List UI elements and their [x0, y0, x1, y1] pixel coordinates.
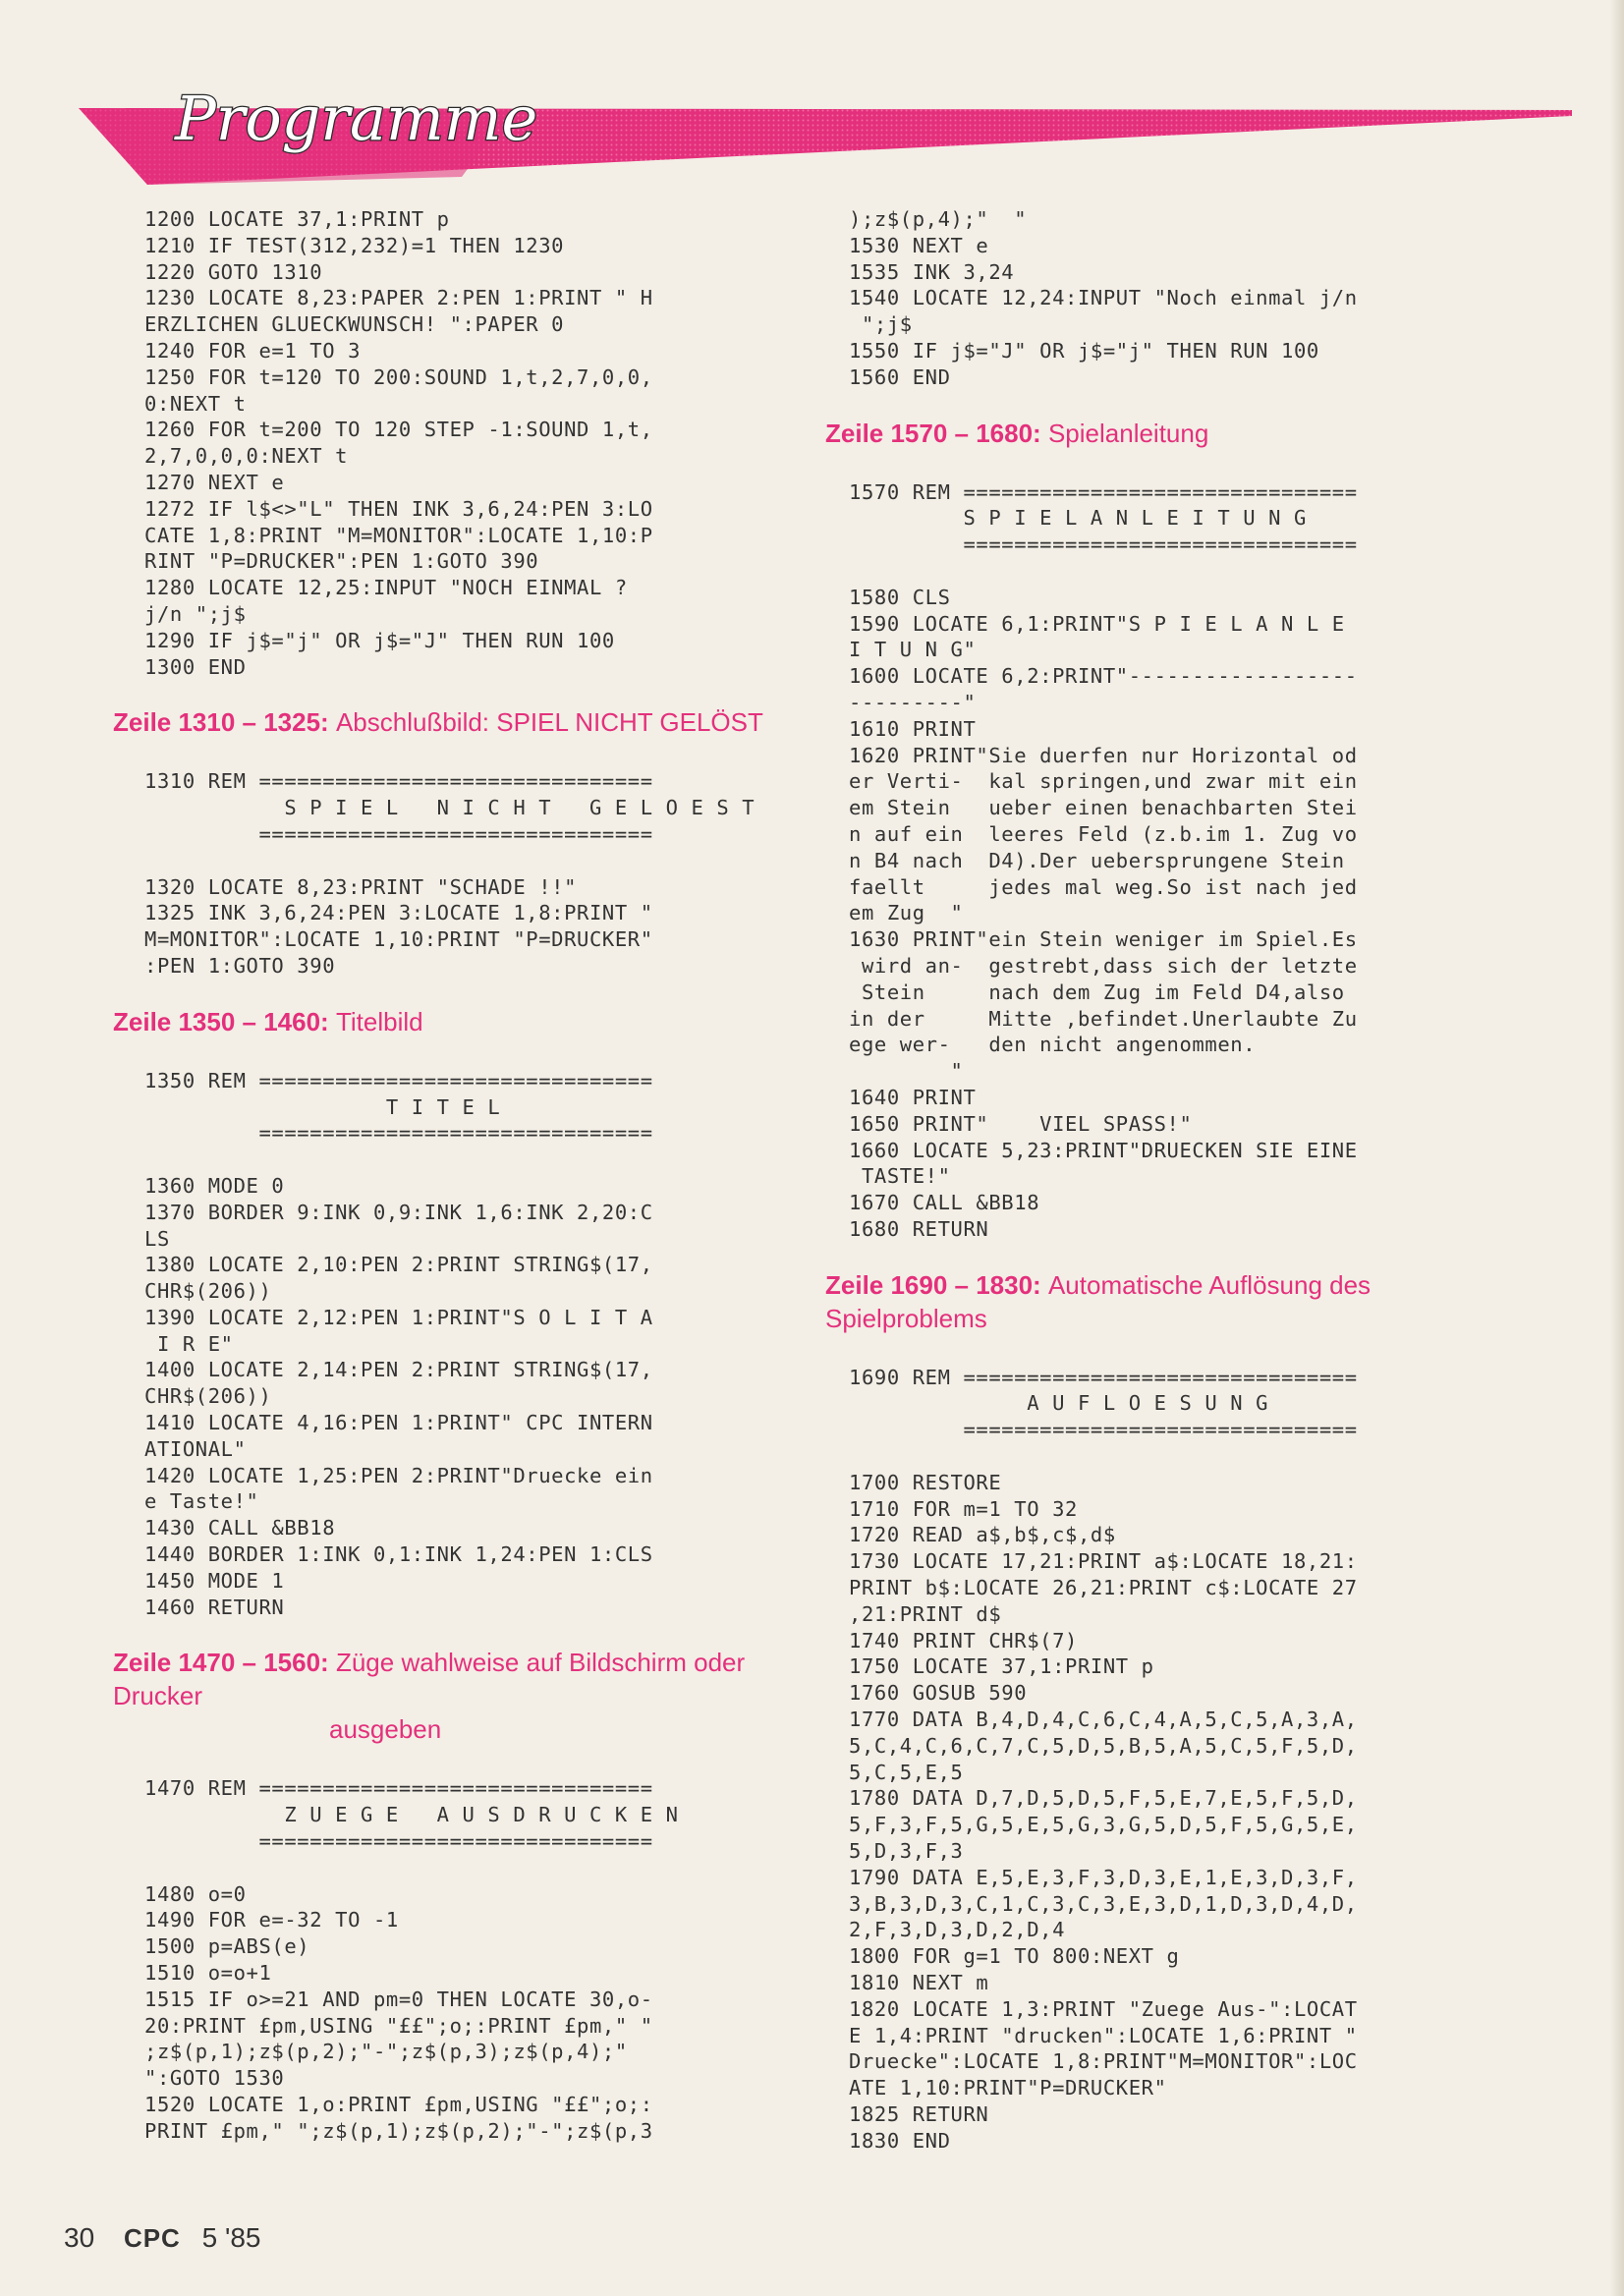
heading-line-range: Zeile 1310 – 1325: — [113, 707, 329, 738]
section-heading-1570 — [825, 417, 1513, 450]
code-listing-1200-1300: 1200 LOCATE 37,1:PRINT p 1210 IF TEST(312,232)=1 THEN 1230 1220 GOTO 1310 1230 LOCATE 8,23:PAPER 2:PEN 1:PRINT " H ERZLICHEN GLUECKWUNSCH! ":PAPER 0 1240 FOR e=1 TO 3 1250 FOR t=120 TO 200:SOUND 1,t,2,7,0,0, 0:NEXT t 1260 FOR t=200 TO 120 STEP -1:SOUND 1,t, 2,7,0,0,0:NEXT t 1270 NEXT e 1272 IF l$<>"L" THEN INK 3,6,24:PEN 3:LO CATE 1,8:PRINT "M=MONITOR":LOCATE 1,10:P RINT "P=DRUCKER":PEN 1:GOTO 390 1280 LOCATE 12,25:INPUT "NOCH EINMAL ? j/n ";j$ 1290 IF j$="j" OR j$="J" THEN RUN 100 1300 END — [144, 207, 653, 679]
code-listing-1520-1560: );z$(p,4);" " 1530 NEXT e 1535 INK 3,24 1540 LOCATE 12,24:INPUT "Noch einmal j/n ";j$ 1550 IF j$="J" OR j$="j" THEN RUN 100 1560 END — [849, 207, 1358, 389]
heading-description: Abschlußbild: SPIEL NICHT GELÖST — [335, 707, 763, 738]
section-banner — [0, 59, 1624, 196]
magazine-name: CPC — [123, 2223, 181, 2253]
section-heading-1310 — [113, 705, 801, 739]
page-number: 30 — [64, 2222, 95, 2253]
code-listing-1570-1680: 1570 REM =============================== S P I E L A N L E I T U N G =============================== 1580 CLS 1590 LOCATE 6,1:PRINT"S P I E L A N L E I T U N G" 1600 LOCATE 6,2:PRINT"------------------ ---------" 1610 PRINT 1620 PRINT"Sie duerfen nur Horizontal od er Verti- kal springen,und zwar mit ein em Stein ueber einen benachbarten Stei n auf ein leeres Feld (z.b.im 1. Zug vo n B4 nach D4).Der uebersprungene Stein faellt jedes mal weg.So ist nach jed em Zug " 1630 PRINT"ein Stein weniger im Spiel.Es wird an- gestrebt,dass sich der letzte Stein nach dem Zug im Feld D4,also in der Mitte ,befindet.Unerlaubte Zu ege wer- den nicht angenommen. " 1640 PRINT 1650 PRINT" VIEL SPASS!" 1660 LOCATE 5,23:PRINT"DRUECKEN SIE EINE TASTE!" 1670 CALL &BB18 1680 RETURN — [849, 479, 1358, 1241]
section-heading-1690 — [825, 1268, 1513, 1335]
code-listing-1310-1325: 1310 REM =============================== S P I E L N I C H T G E L O E S T =============================== 1320 LOCATE 8,23:PRINT "SCHADE !!" 1325 INK 3,6,24:PEN 3:LOCATE 1,8:PRINT " M=MONITOR":LOCATE 1,10:PRINT "P=DRUCKER" :PEN 1:GOTO 390 — [144, 769, 756, 978]
page-footer — [64, 2222, 260, 2254]
heading-line-range: Zeile 1350 – 1460: — [113, 1006, 329, 1036]
page-edge — [1610, 0, 1624, 2296]
heading-line-range: Zeile 1570 – 1680: — [825, 418, 1041, 448]
heading-description: Titelbild — [335, 1006, 423, 1036]
issue-number: 5 '85 — [201, 2222, 261, 2253]
heading-description-cont: ausgeben — [329, 1714, 442, 1745]
right-column — [825, 206, 1513, 2155]
banner-title: Programme — [175, 83, 538, 154]
heading-description: Züge wahlweise auf Bildschirm oder Drucker — [113, 1648, 746, 1711]
left-column — [113, 206, 801, 2145]
code-listing-1690-1830: 1690 REM =============================== A U F L O E S U N G =============================== 1700 RESTORE 1710 FOR m=1 TO 32 1720 READ a$,b$,c$,d$ 1730 LOCATE 17,21:PRINT a$:LOCATE 18,21: PRINT b$:LOCATE 26,21:PRINT c$:LOCATE 27 ,21:PRINT d$ 1740 PRINT CHR$(7) 1750 LOCATE 37,1:PRINT p 1760 GOSUB 590 1770 DATA B,4,D,4,C,6,C,4,A,5,C,5,A,3,A, 5,C,4,C,6,C,7,C,5,D,5,B,5,A,5,C,5,F,5,D, 5,C,5,E,5 1780 DATA D,7,D,5,D,5,F,5,E,7,E,5,F,5,D, 5,F,3,F,5,G,5,E,5,G,3,G,5,D,5,F,5,G,5,E, 5,D,3,F,3 1790 DATA E,5,E,3,F,3,D,3,E,1,E,3,D,3,F, 3,B,3,D,3,C,1,C,3,C,3,E,3,D,1,D,3,D,4,D, 2,F,3,D,3,D,2,D,4 1800 FOR g=1 TO 800:NEXT g 1810 NEXT m 1820 LOCATE 1,3:PRINT "Zuege Aus-":LOCAT E 1,4:PRINT "drucken":LOCATE 1,6:PRINT " Druecke":LOCATE 1,8:PRINT"M=MONITOR":LOC ATE 1,10:PRINT"P=DRUCKER" 1825 RETURN 1830 END — [849, 1365, 1358, 2153]
section-heading-1350 — [113, 1005, 801, 1038]
section-heading-1470 — [113, 1646, 801, 1746]
heading-line-range: Zeile 1470 – 1560: — [113, 1648, 329, 1678]
heading-description: Spielanleitung — [1047, 418, 1209, 448]
code-listing-1350-1460: 1350 REM =============================== T I T E L =============================== 1360 MODE 0 1370 BORDER 9:INK 0,9:INK 1,6:INK 2,20:C LS 1380 LOCATE 2,10:PEN 2:PRINT STRING$(17, CHR$(206)) 1390 LOCATE 2,12:PEN 1:PRINT"S O L I T A I R E" 1400 LOCATE 2,14:PEN 2:PRINT STRING$(17, CHR$(206)) 1410 LOCATE 4,16:PEN 1:PRINT" CPC INTERN ATIONAL" 1420 LOCATE 1,25:PEN 2:PRINT"Druecke ein e Taste!" 1430 CALL &BB18 1440 BORDER 1:INK 0,1:INK 1,24:PEN 1:CLS 1450 MODE 1 1460 RETURN — [144, 1068, 653, 1619]
code-listing-1470-1520: 1470 REM =============================== Z U E G E A U S D R U C K E N =============================== 1480 o=0 1490 FOR e=-32 TO -1 1500 p=ABS(e) 1510 o=o+1 1515 IF o>=21 AND pm=0 THEN LOCATE 30,o- 20:PRINT £pm,USING "££";o;:PRINT £pm," " ;z$(p,1);z$(p,2);"-";z$(p,3);z$(p,4);" ":GOTO 1530 1520 LOCATE 1,o:PRINT £pm,USING "££";o;: PRINT £pm," ";z$(p,1);z$(p,2);"-";z$(p,3 — [144, 1776, 679, 2143]
heading-description: Automatische Auflösung des Spielproblems — [825, 1269, 1372, 1333]
heading-line-range: Zeile 1690 – 1830: — [825, 1269, 1041, 1300]
